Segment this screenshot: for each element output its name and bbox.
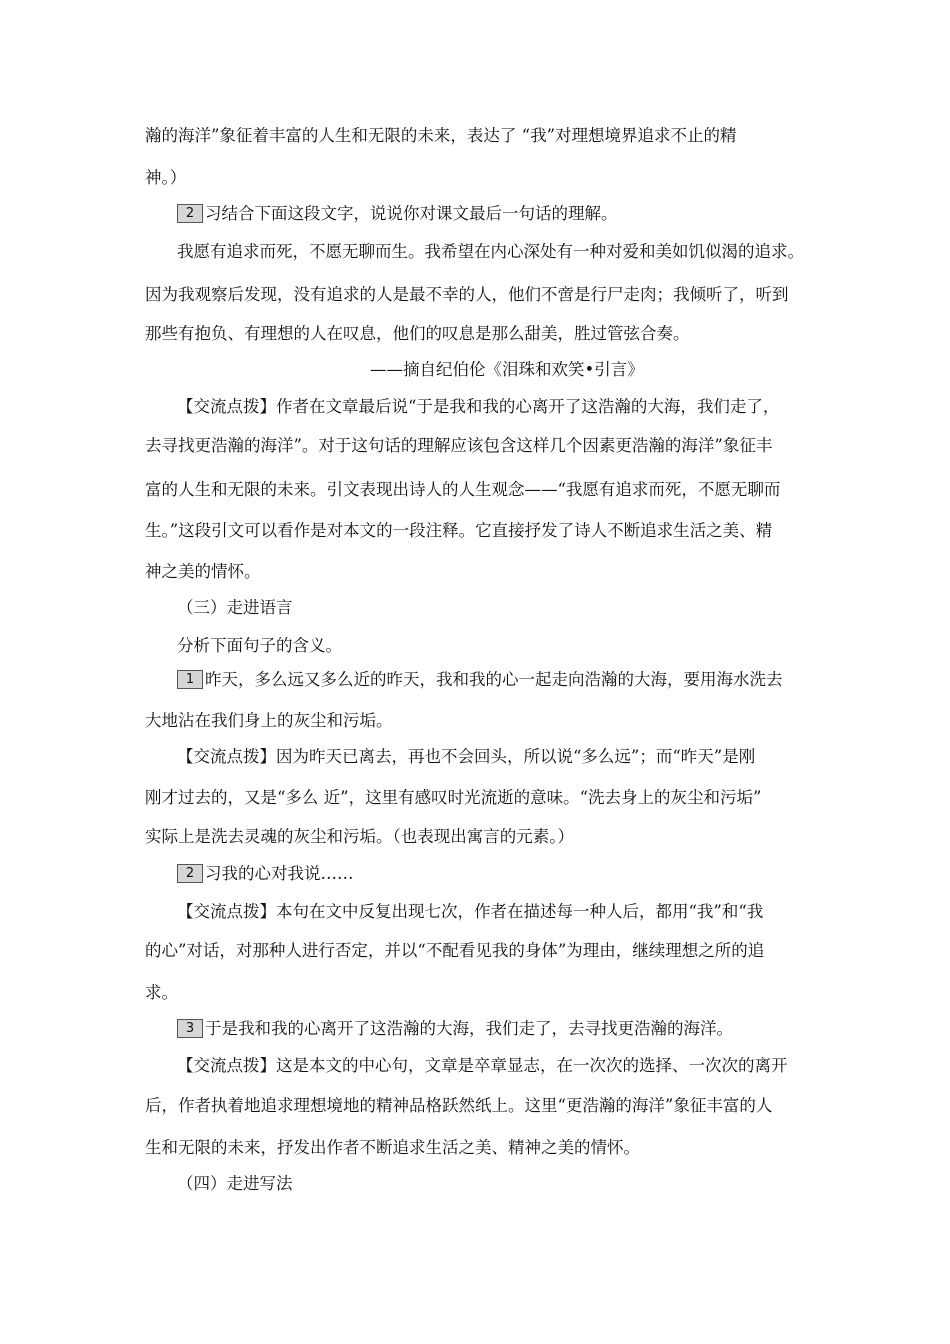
question-number-box: 3: [177, 1019, 203, 1038]
text-line: 神之美的情怀。: [145, 562, 261, 581]
text-line: 大地沾在我们身上的灰尘和污垢。: [145, 711, 393, 730]
text-line: 因为我观察后发现，没有追求的人是最不幸的人，他们不啻是行尸走肉；我倾听了，听到: [145, 285, 789, 304]
text-line: 后，作者执着地追求理想境地的精神品格跃然纸上。这里“更浩瀚的海洋”象征丰富的人: [145, 1096, 773, 1115]
text-line: 【交流点拨】因为昨天已离去，再也不会回头，所以说“多么远”；而“昨天”是刚: [177, 747, 756, 766]
section-heading: （三）走进语言: [177, 598, 293, 617]
text-line: 去寻找更浩瀚的海洋”。对于这句话的理解应该包含这样几个因素更浩瀚的海洋”象征丰: [145, 436, 773, 455]
question-line: [177, 668, 783, 692]
text-line: 神。）: [145, 168, 187, 187]
text-line: 富的人生和无限的未来。引文表现出诗人的人生观念——“我愿有追求而死，不愿无聊而: [145, 480, 781, 499]
text-line: 瀚的海洋”象征着丰富的人生和无限的未来，表达了 “我”对理想境界追求不止的精: [145, 126, 737, 145]
text-line: 刚才过去的，又是“多么 近”，这里有感叹时光流逝的意味。“洗去身上的灰尘和污垢”: [145, 788, 762, 807]
text-line: 的心”对话，对那种人进行否定，并以“不配看见我的身体”为理由，继续理想之所的追: [145, 941, 765, 960]
question-text: 昨天，多么远又多么近的昨天，我和我的心一起走向浩瀚的大海，要用海水洗去: [205, 670, 783, 689]
section-heading: （四）走进写法: [177, 1174, 293, 1193]
text-line: 【交流点拨】作者在文章最后说“于是我和我的心离开了这浩瀚的大海，我们走了，: [177, 397, 780, 416]
question-number-box: 2: [177, 204, 203, 223]
question-text: 习结合下面这段文字，说说你对课文最后一句话的理解。: [205, 204, 618, 223]
question-number-box: 1: [177, 670, 203, 689]
question-number-box: 2: [177, 864, 203, 883]
question-text: 于是我和我的心离开了这浩瀚的大海，我们走了，去寻找更浩瀚的海洋。: [205, 1019, 733, 1038]
text-line: 生。”这段引文可以看作是对本文的一段注释。它直接抒发了诗人不断追求生活之美、精: [145, 521, 773, 540]
text-line: 【交流点拨】这是本文的中心句，文章是卒章显志，在一次次的选择、一次次的离开: [177, 1056, 788, 1075]
question-line: [177, 1017, 733, 1041]
text-line: 我愿有追求而死，不愿无聊而生。我希望在内心深处有一种对爱和美如饥似渴的追求。: [177, 242, 804, 261]
text-line: 实际上是洗去灵魂的灰尘和污垢。（也表现出寓言的元素。）: [145, 827, 574, 846]
quote-source: ——摘自纪伯伦《泪珠和欢笑•引言》: [370, 360, 644, 379]
text-line: 【交流点拨】本句在文中反复出现七次，作者在描述每一种人后，都用“我”和“我: [177, 902, 764, 921]
text-line: 求。: [145, 983, 178, 1002]
question-line: [177, 862, 354, 886]
question-line: [177, 202, 618, 226]
text-line: 分析下面句子的含义。: [177, 636, 342, 655]
text-line: 生和无限的未来，抒发出作者不断追求生活之美、精神之美的情怀。: [145, 1138, 640, 1157]
question-text: 习我的心对我说……: [205, 864, 354, 883]
text-line: 那些有抱负、有理想的人在叹息，他们的叹息是那么甜美，胜过管弦合奏。: [145, 324, 690, 343]
